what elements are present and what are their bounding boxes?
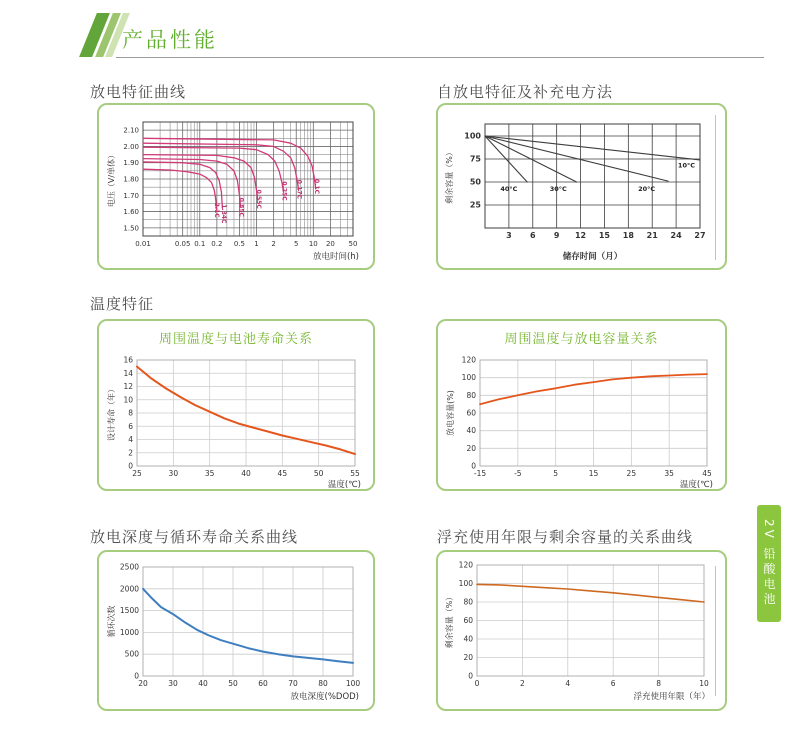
svg-text:2.00: 2.00: [123, 142, 139, 151]
svg-text:0.5: 0.5: [233, 240, 246, 248]
scan-artifact-line: [715, 115, 716, 260]
svg-text:20: 20: [138, 679, 148, 688]
svg-text:40: 40: [463, 634, 473, 644]
svg-text:50: 50: [313, 469, 324, 478]
svg-text:15: 15: [598, 231, 611, 240]
svg-text:1000: 1000: [119, 627, 139, 637]
svg-text:25: 25: [626, 469, 637, 478]
svg-text:35: 35: [204, 469, 215, 478]
discharge-chart-box: [97, 103, 375, 270]
svg-text:放电时间(h): 放电时间(h): [312, 252, 359, 262]
side-tab-2v-lead-acid-battery[interactable]: 2V 铅酸电池: [757, 505, 781, 622]
svg-text:40: 40: [241, 469, 251, 478]
svg-text:0: 0: [471, 461, 476, 471]
svg-text:0.25C: 0.25C: [280, 181, 288, 201]
svg-text:120: 120: [461, 355, 476, 365]
svg-text:10: 10: [308, 240, 318, 248]
svg-text:剩余容量（%）: 剩余容量（%）: [445, 592, 454, 649]
svg-text:50: 50: [228, 679, 238, 688]
svg-text:温度(℃): 温度(℃): [679, 480, 713, 490]
temp-life-chart-box: [97, 319, 375, 491]
page-title: 产品性能: [122, 28, 218, 52]
svg-text:80: 80: [318, 679, 328, 688]
svg-text:2: 2: [128, 448, 133, 458]
svg-text:18: 18: [622, 231, 634, 240]
temp-vs-capacity-chart: [442, 352, 725, 496]
svg-text:80: 80: [466, 390, 476, 400]
svg-text:25: 25: [469, 200, 481, 210]
svg-text:2.10: 2.10: [123, 126, 139, 135]
heading-temperature-section: 温度特征: [90, 295, 155, 313]
svg-text:20: 20: [463, 653, 473, 662]
svg-text:-5: -5: [514, 469, 522, 478]
svg-text:0: 0: [128, 461, 133, 471]
svg-text:0: 0: [134, 671, 139, 681]
svg-text:100: 100: [464, 131, 481, 141]
svg-text:20: 20: [325, 240, 335, 248]
heading-discharge-curve: 放电特征曲线: [90, 83, 187, 101]
svg-text:0: 0: [468, 671, 473, 681]
svg-text:14: 14: [123, 368, 133, 378]
svg-text:0: 0: [474, 679, 480, 688]
svg-text:-15: -15: [473, 469, 487, 478]
svg-text:20°C: 20°C: [638, 185, 656, 194]
svg-text:12: 12: [574, 231, 587, 240]
svg-text:放电容量(%): 放电容量(%): [446, 390, 455, 436]
svg-text:0.01: 0.01: [135, 240, 151, 248]
svg-text:1.70: 1.70: [123, 191, 139, 200]
svg-text:0.1C: 0.1C: [312, 179, 320, 195]
svg-text:40°C: 40°C: [500, 185, 518, 194]
svg-text:4: 4: [128, 435, 133, 444]
svg-text:21: 21: [646, 231, 658, 240]
svg-text:10: 10: [699, 679, 709, 688]
svg-text:浮充使用年限（年）: 浮充使用年限（年）: [633, 692, 710, 702]
discharge-characteristic-chart: [103, 112, 373, 268]
svg-text:2000: 2000: [119, 584, 139, 594]
svg-text:30: 30: [168, 679, 178, 688]
svg-text:放电深度(%DOD): 放电深度(%DOD): [290, 692, 359, 702]
svg-text:12: 12: [123, 382, 133, 391]
heading-self-discharge: 自放电特征及补充电方法: [437, 83, 614, 101]
svg-text:500: 500: [124, 649, 139, 659]
svg-text:20: 20: [466, 443, 476, 453]
svg-text:1.90: 1.90: [123, 159, 139, 168]
svg-text:2.1C: 2.1C: [212, 202, 220, 218]
svg-text:8: 8: [656, 679, 661, 688]
svg-text:0.05: 0.05: [174, 240, 191, 248]
svg-text:温度(℃): 温度(℃): [327, 480, 361, 490]
svg-text:6: 6: [128, 421, 133, 431]
svg-text:45: 45: [277, 469, 288, 478]
scan-artifact-line: [715, 566, 716, 696]
svg-text:0.2: 0.2: [211, 240, 223, 248]
svg-text:10: 10: [123, 395, 133, 405]
svg-text:40: 40: [198, 679, 208, 688]
svg-text:80: 80: [463, 597, 473, 607]
svg-text:8: 8: [128, 408, 133, 418]
svg-text:15: 15: [588, 469, 599, 478]
svg-text:25: 25: [132, 469, 142, 478]
svg-text:100: 100: [458, 579, 473, 588]
svg-text:电压（V/单体）: 电压（V/单体）: [107, 150, 116, 208]
svg-text:5: 5: [553, 469, 559, 478]
svg-text:100: 100: [345, 679, 361, 688]
heading-dod-cycle-life: 放电深度与循环寿命关系曲线: [90, 528, 299, 546]
svg-text:剩余容量（%）: 剩余容量（%）: [445, 148, 454, 204]
svg-text:60: 60: [258, 679, 268, 688]
svg-text:50: 50: [348, 240, 358, 248]
svg-text:6: 6: [610, 679, 616, 688]
svg-text:2: 2: [520, 679, 525, 688]
temp-vs-life-chart: [103, 352, 373, 496]
svg-text:4: 4: [565, 679, 571, 688]
svg-text:设计寿命（年）: 设计寿命（年）: [107, 385, 116, 441]
svg-text:1500: 1500: [119, 606, 139, 616]
svg-text:50: 50: [469, 177, 481, 187]
temp-capacity-chart-title: 周围温度与放电容量关系: [504, 332, 659, 347]
heading-float-life: 浮充使用年限与剩余容量的关系曲线: [437, 528, 694, 546]
svg-text:储存时间（月）: 储存时间（月）: [562, 252, 623, 262]
dod-vs-cycle-life-chart: [103, 557, 373, 708]
svg-text:3: 3: [506, 231, 512, 240]
svg-text:0.85C: 0.85C: [237, 197, 245, 217]
self-discharge-chart: [441, 112, 725, 268]
svg-text:2: 2: [271, 240, 276, 248]
svg-text:30: 30: [168, 469, 179, 478]
svg-text:5: 5: [293, 240, 299, 248]
float-life-vs-capacity-chart: [441, 557, 725, 708]
svg-text:60: 60: [463, 616, 473, 625]
svg-text:40: 40: [466, 426, 476, 436]
svg-text:55: 55: [350, 469, 360, 478]
svg-text:0.55C: 0.55C: [255, 189, 263, 209]
svg-text:24: 24: [670, 231, 682, 240]
svg-text:27: 27: [694, 231, 706, 240]
header-underline: [116, 57, 764, 58]
svg-text:0.17C: 0.17C: [295, 179, 303, 200]
svg-text:1.50: 1.50: [123, 224, 139, 233]
svg-text:100: 100: [461, 373, 476, 383]
temp-capacity-chart-box: [436, 319, 727, 491]
svg-text:循环次数: 循环次数: [107, 605, 116, 638]
svg-text:30°C: 30°C: [549, 185, 567, 194]
dod-cycle-chart-box: [97, 550, 375, 711]
svg-text:1: 1: [254, 240, 259, 248]
svg-text:6: 6: [529, 231, 536, 240]
svg-text:35: 35: [664, 469, 674, 478]
svg-text:45: 45: [702, 469, 712, 478]
svg-text:120: 120: [458, 560, 473, 570]
svg-text:16: 16: [123, 355, 133, 365]
svg-text:10°C: 10°C: [677, 161, 696, 170]
svg-text:75: 75: [469, 154, 481, 164]
svg-text:1.60: 1.60: [123, 208, 139, 217]
svg-text:70: 70: [288, 679, 298, 688]
svg-text:1.34C: 1.34C: [219, 204, 227, 224]
svg-text:0.1: 0.1: [194, 240, 206, 248]
temp-life-chart-title: 周围温度与电池寿命关系: [158, 332, 313, 347]
svg-text:60: 60: [466, 408, 476, 418]
svg-text:9: 9: [553, 231, 560, 240]
svg-text:2500: 2500: [119, 562, 139, 572]
svg-text:1.80: 1.80: [123, 175, 139, 184]
float-life-chart-box: [436, 550, 727, 711]
self-discharge-chart-box: [436, 103, 727, 270]
